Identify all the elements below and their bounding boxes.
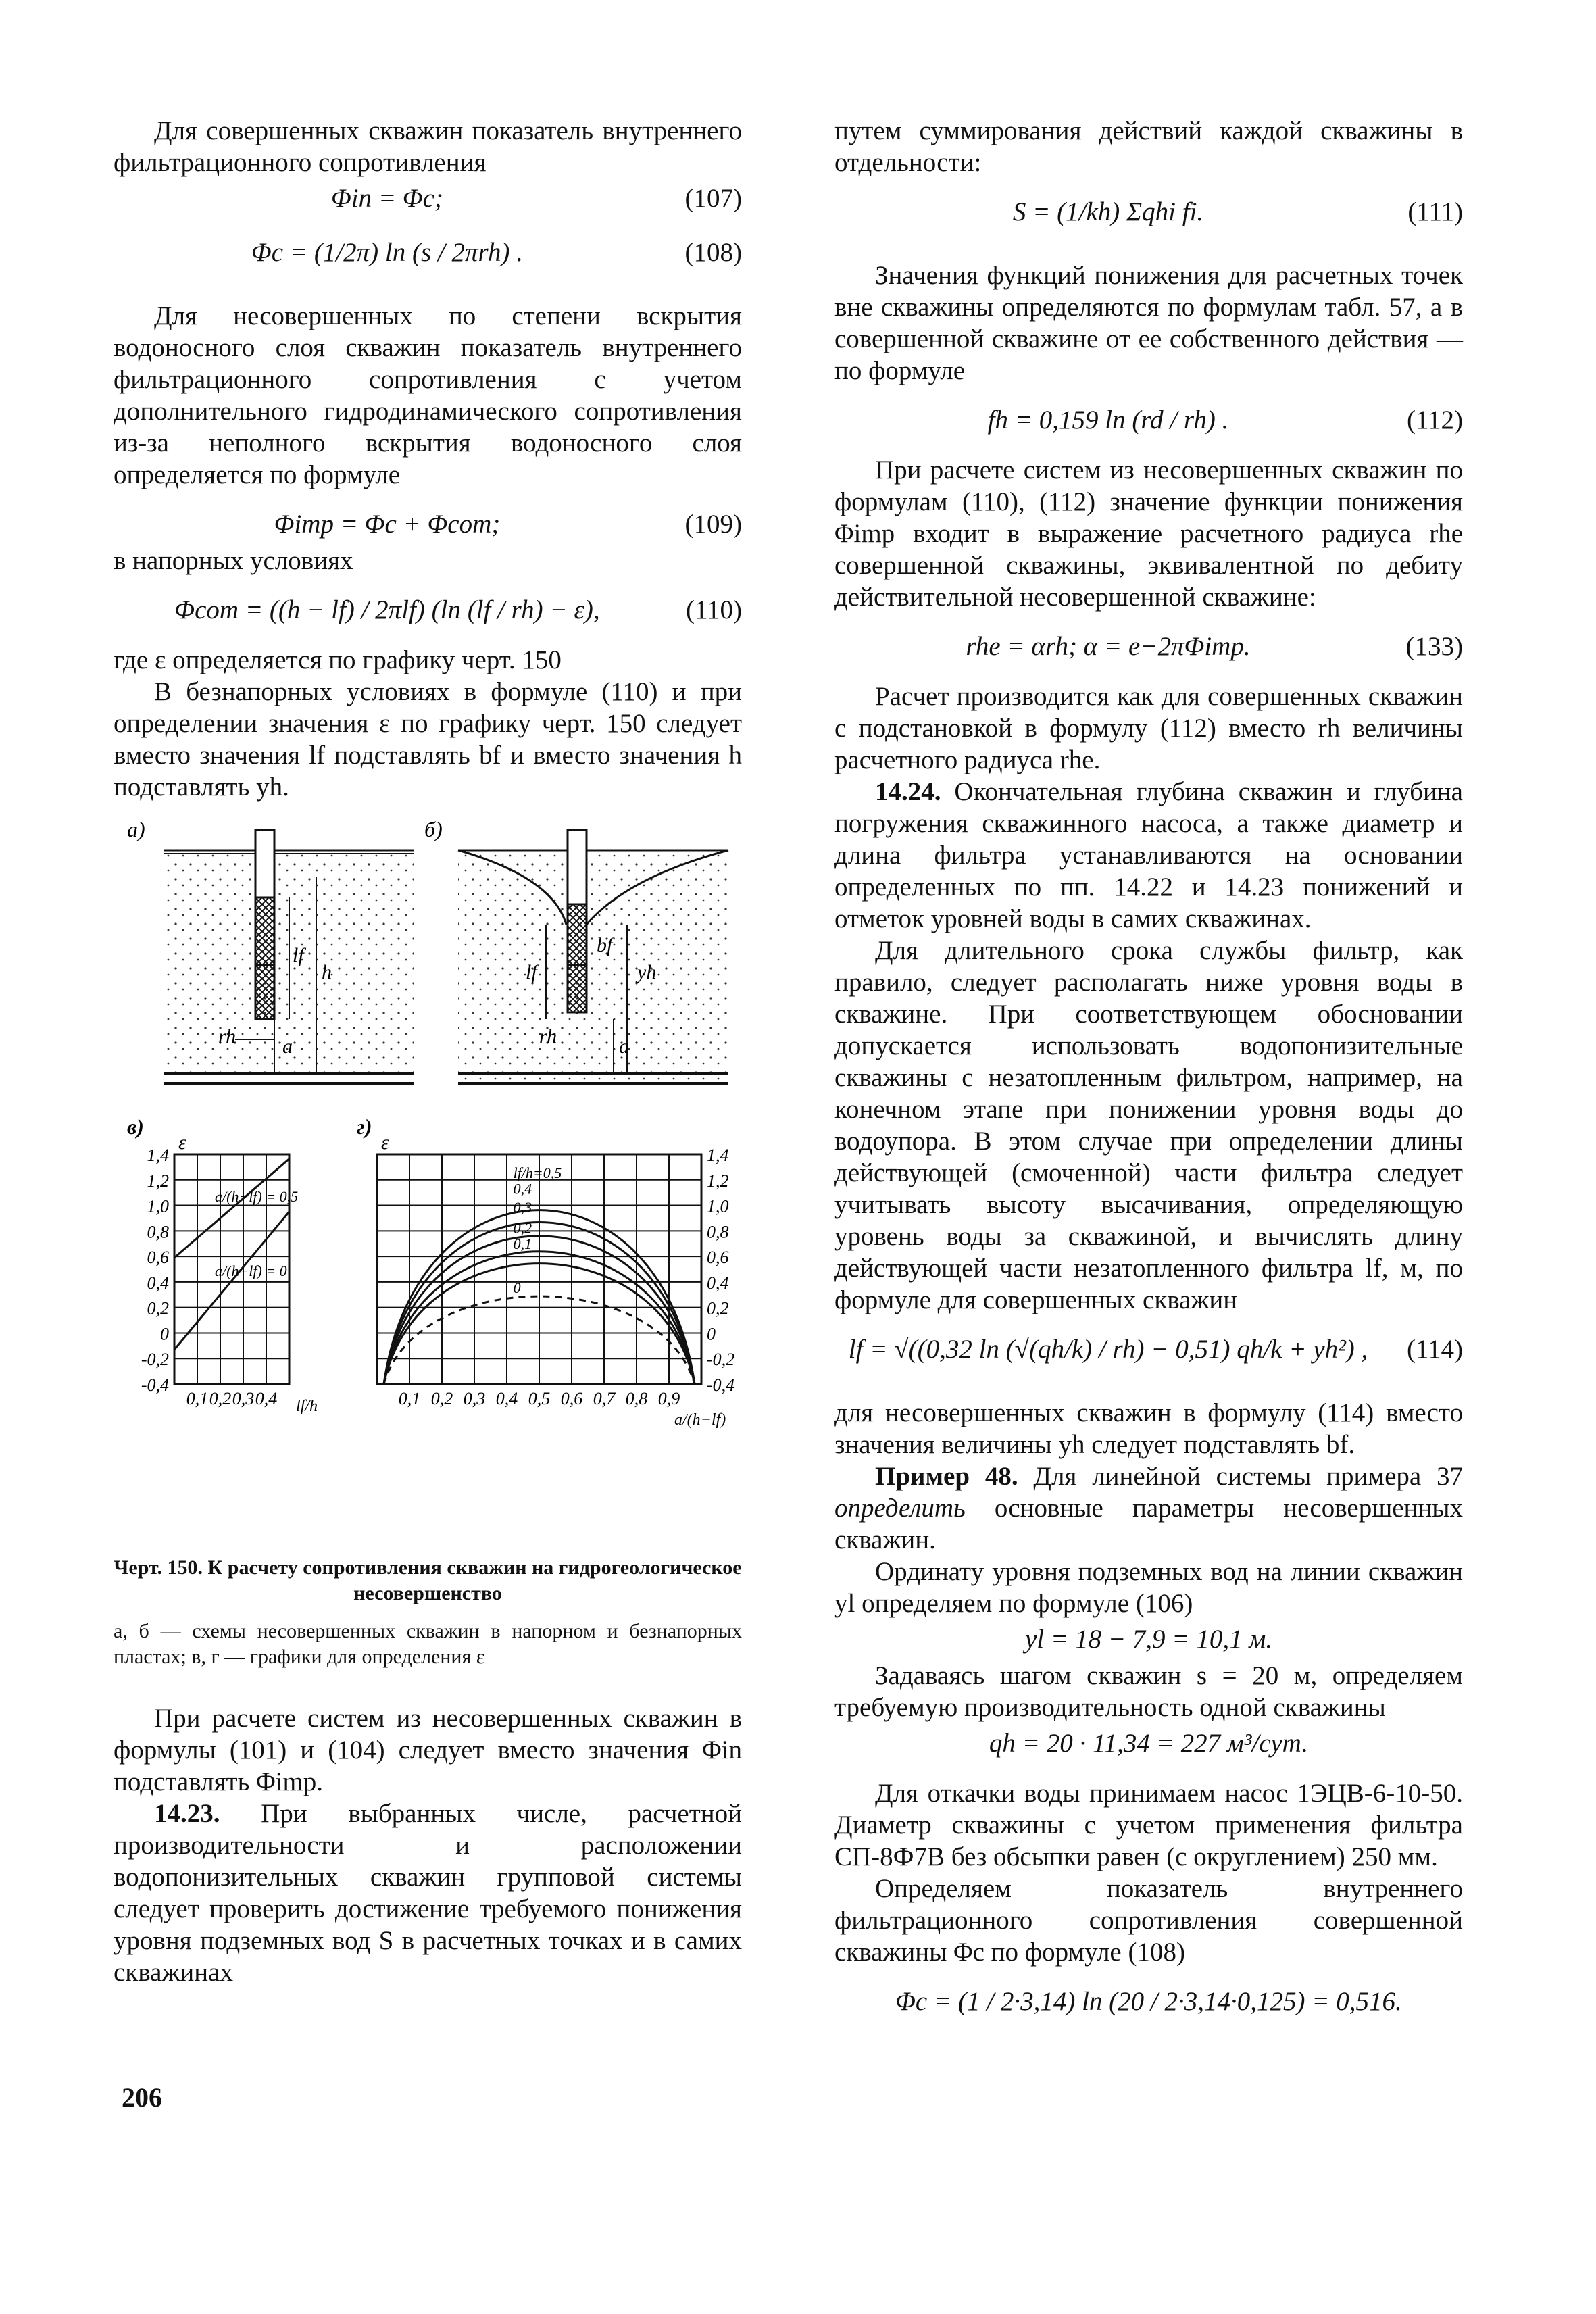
y-tick-label: 1,0 xyxy=(147,1196,169,1216)
equation-111 xyxy=(834,178,1463,246)
paragraph-14-24 xyxy=(834,776,1463,935)
y-tick-label: 0,4 xyxy=(707,1273,729,1293)
paragraph: в напорных условиях xyxy=(114,546,353,575)
equation-text: S = (1/kh) Σqhi fi. xyxy=(1012,197,1204,226)
equation-number: (110) xyxy=(685,595,742,624)
label-rh-b: rh xyxy=(539,1025,557,1048)
axis-label-epsilon: ε xyxy=(381,1131,389,1154)
paragraph-example-48 xyxy=(834,1460,1463,1556)
label-h-a: h xyxy=(322,961,332,983)
equation-text: Φin = Φc; xyxy=(331,184,443,213)
paragraph-14-23 xyxy=(114,1798,742,1988)
figure-caption-sub: а, б — схемы несовершенных скважин в напорном и безнапорных пластах; в, г — графики для определения ε xyxy=(114,1620,742,1668)
label-rh-a: rh xyxy=(218,1025,236,1048)
y-tick-label: 0,8 xyxy=(707,1222,729,1242)
y-tick-label: 0 xyxy=(160,1324,169,1344)
example-label: Пример 48. xyxy=(875,1462,1018,1491)
axis-label-epsilon: ε xyxy=(178,1131,186,1154)
equation-phi-c xyxy=(834,1968,1463,2036)
y-tick-label: -0,4 xyxy=(707,1375,735,1395)
y-tick-label: -0,4 xyxy=(141,1375,169,1395)
label-v: в) xyxy=(127,1114,144,1139)
curve-label: 0,4 xyxy=(513,1180,532,1198)
equation-number: (108) xyxy=(684,238,742,267)
label-a-small-a: a xyxy=(282,1035,293,1058)
equation-text: Φc = (1 / 2·3,14) ln (20 / 2·3,14·0,125) = 0,516. xyxy=(895,1987,1402,2016)
line-a-0 xyxy=(174,1212,289,1350)
curve-label: 0,2 xyxy=(513,1219,532,1237)
paragraph: При расчете систем из несовершенных скважин по формулам (110), (112) значение функции понижения Φimp входит в выражение расчетного радиуса rhe совершенной скважины, эквивалентной по дебиту действительной несовершенной скважине: xyxy=(834,456,1463,612)
label-a-small-b: a xyxy=(619,1035,629,1058)
curve-label: 0 xyxy=(513,1279,521,1296)
equation-text: Φcom = ((h − lf) / 2πlf) (ln (lf / rh) − ε), xyxy=(174,595,600,624)
paragraph: Для длительного срока службы фильтр, как правило, следует располагать ниже уровня воды в скважине. При соответствующем обосновании допускается использовать водопонизительные скважины с незатопленным фильтром, например, на конечном этапе при понижении уровня воды до водоупора. В этом случае при определении длины действующей (смоченной) части фильтра следует учитывать высоту высачивания, определяющую уровень воды за скважиной, и вычислять длину действующей части незатопленного фильтра lf, м, по формуле для совершенных скважин xyxy=(834,936,1463,1314)
y-tick-label: 1,2 xyxy=(147,1171,169,1191)
x-tick-label: 0,2 xyxy=(430,1389,453,1408)
section-number: 14.24. xyxy=(875,777,941,806)
y-tick-label: 0,6 xyxy=(147,1248,169,1268)
equation-text: yl = 18 − 7,9 = 10,1 м. xyxy=(1025,1625,1272,1654)
equation-107 xyxy=(114,178,742,219)
equation-109 xyxy=(114,504,742,545)
label-g: г) xyxy=(357,1114,372,1139)
paragraph: При расчете систем из несовершенных скважин в формулы (101) и (104) следует вместо значения Φin подставлять Φimp. xyxy=(114,1704,742,1796)
equation-108 xyxy=(114,219,742,287)
equation-number: (133) xyxy=(1405,632,1463,661)
equation-112 xyxy=(834,387,1463,454)
equation-text: Φimp = Φc + Φcom; xyxy=(274,510,501,539)
label-lf-a: lf xyxy=(293,944,304,966)
paragraph: Для несовершенных по степени вскрытия водоносного слоя скважин показатель внутреннего фильтрационного сопротивления с учетом дополнительного гидродинамического сопротивления из-за неполного вскрытия водоносного слоя определяется по формуле xyxy=(114,301,742,489)
label-yh-b: yh xyxy=(637,961,657,983)
paragraph-text: Для линейной системы примера 37 xyxy=(1018,1462,1463,1491)
curve-label: lf/h=0,5 xyxy=(513,1164,562,1181)
equation-text: lf = √((0,32 ln (√(qh/k) / rh) − 0,51) qh/k + yh²) , xyxy=(848,1335,1368,1364)
equation-number: (111) xyxy=(1407,197,1463,226)
paragraph-emphasis: определить xyxy=(834,1494,966,1523)
equation-114 xyxy=(834,1316,1463,1383)
x-tick-label: 0,2 xyxy=(209,1389,232,1408)
equation-qh xyxy=(834,1723,1463,1764)
curve-label: 0,1 xyxy=(513,1235,532,1253)
y-tick-label: 0 xyxy=(707,1324,716,1344)
paragraph: Расчет производится как для совершенных скважин с подстановкой в формулу (112) вместо rh величины расчетного радиуса rhe. xyxy=(834,682,1463,774)
line-label: a/(h−lf) = 0 xyxy=(215,1262,287,1279)
paragraph: путем суммирования действий каждой скважины в отдельности: xyxy=(834,116,1463,177)
left-column xyxy=(114,115,742,1988)
paragraph: для несовершенных скважин в формулу (114) вместо значения величины yh следует подставлять bf. xyxy=(834,1398,1463,1459)
paragraph: Ординату уровня подземных вод на линии скважин yl определяем по формуле (106) xyxy=(834,1557,1463,1618)
paragraph: Определяем показатель внутреннего фильтрационного сопротивления совершенной скважины Φc по формуле (108) xyxy=(834,1874,1463,1967)
x-tick-label: 0,1 xyxy=(398,1389,421,1408)
y-tick-label: 1,2 xyxy=(707,1171,729,1191)
label-a: а) xyxy=(127,817,145,841)
x-axis-label: a/(h−lf) xyxy=(674,1411,726,1429)
y-tick-label: 0,2 xyxy=(147,1298,169,1319)
paragraph: Значения функций понижения для расчетных точек вне скважины определяются по формулам табл. 57, а в совершенной скважине от ее собственного действия — по формуле xyxy=(834,261,1463,385)
y-tick-label: -0,2 xyxy=(707,1350,735,1370)
paragraph-text: основные параметры несовершенных скважин. xyxy=(834,1494,1463,1554)
curve-label: 0,3 xyxy=(513,1198,532,1216)
y-tick-label: 0,2 xyxy=(707,1298,729,1319)
y-tick-label: 0,4 xyxy=(147,1273,169,1293)
x-tick-label: 0,4 xyxy=(255,1389,278,1408)
y-tick-label: -0,2 xyxy=(141,1350,169,1370)
x-tick-label: 0,3 xyxy=(232,1389,255,1408)
section-number: 14.23. xyxy=(154,1799,220,1828)
figure-150 xyxy=(114,816,742,1670)
y-tick-label: 1,0 xyxy=(707,1196,729,1216)
figure-150-drawing xyxy=(114,816,742,1546)
y-tick-label: 0,8 xyxy=(147,1222,169,1242)
line-label: a/(h−lf) = 0,5 xyxy=(215,1188,299,1205)
equation-text: rhe = αrh; α = e−2πΦimp. xyxy=(966,632,1251,661)
x-tick-label: 0,5 xyxy=(528,1389,551,1408)
equation-text: Φc = (1/2π) ln (s / 2πrh) . xyxy=(251,238,523,267)
x-tick-label: 0,7 xyxy=(593,1389,616,1408)
equation-number: (107) xyxy=(684,184,742,213)
equation-110 xyxy=(114,576,742,644)
x-tick-label: 0,8 xyxy=(625,1389,648,1408)
equation-number: (114) xyxy=(1406,1335,1463,1364)
label-lf-b: lf xyxy=(526,961,537,983)
paragraph: где ε определяется по графику черт. 150 xyxy=(114,645,562,674)
equation-yl xyxy=(834,1619,1463,1660)
equation-number: (112) xyxy=(1406,405,1463,435)
x-tick-label: 0,6 xyxy=(560,1389,583,1408)
equation-text: qh = 20 · 11,34 = 227 м³/сут. xyxy=(989,1729,1309,1758)
paragraph: Для откачки воды принимаем насос 1ЭЦВ-6-10-50. Диаметр скважины с учетом применения фильтра СП-8Ф7В без обсыпки равен (с округлением) 250 мм. xyxy=(834,1779,1463,1871)
x-axis-label: lf/h xyxy=(296,1398,318,1415)
x-tick-label: 0,1 xyxy=(186,1389,209,1408)
y-tick-label: 0,6 xyxy=(707,1248,729,1268)
label-b: б) xyxy=(424,817,443,841)
y-tick-label: 1,4 xyxy=(147,1146,169,1165)
equation-133 xyxy=(834,613,1463,681)
paragraph-text: Окончательная глубина скважин и глубина погружения скважинного насоса, а также диаметр и длина фильтра устанавливаются на основании определенных по пп. 14.22 и 14.23 понижений и отметок уровней воды в самих скважинах. xyxy=(834,777,1463,933)
page-number: 206 xyxy=(122,2082,162,2113)
equation-text: fh = 0,159 ln (rd / rh) . xyxy=(987,405,1229,435)
paragraph: Для совершенных скважин показатель внутреннего фильтрационного сопротивления xyxy=(114,116,742,177)
x-tick-label: 0,4 xyxy=(495,1389,518,1408)
figure-caption: Черт. 150. К расчету сопротивления скважин на гидрогеологическое несовершенство xyxy=(114,1556,742,1604)
graph-v xyxy=(141,1131,318,1415)
x-tick-label: 0,9 xyxy=(657,1389,680,1408)
paragraph-text: При выбранных числе, расчетной производительности и расположении водопонизительных скважин групповой системы следует проверить достижение требуемого понижения уровня подземных вод S в расчетных точках и в самих скважинах xyxy=(114,1799,742,1987)
y-tick-label: 1,4 xyxy=(707,1146,729,1165)
graph-g xyxy=(377,1131,734,1429)
equation-number: (109) xyxy=(684,510,742,539)
right-column xyxy=(834,115,1463,2036)
line-a-05 xyxy=(174,1159,289,1258)
label-bf-b: bf xyxy=(597,934,613,956)
x-tick-label: 0,3 xyxy=(463,1389,486,1408)
paragraph: В безнапорных условиях в формуле (110) и при определении значения ε по графику черт. 150 следует вместо значения lf подставлять bf и вместо значения h подставлять yh. xyxy=(114,677,742,802)
scheme-b xyxy=(458,830,728,1083)
paragraph: Задаваясь шагом скважин s = 20 м, определяем требуемую производительность одной скважины xyxy=(834,1661,1463,1722)
